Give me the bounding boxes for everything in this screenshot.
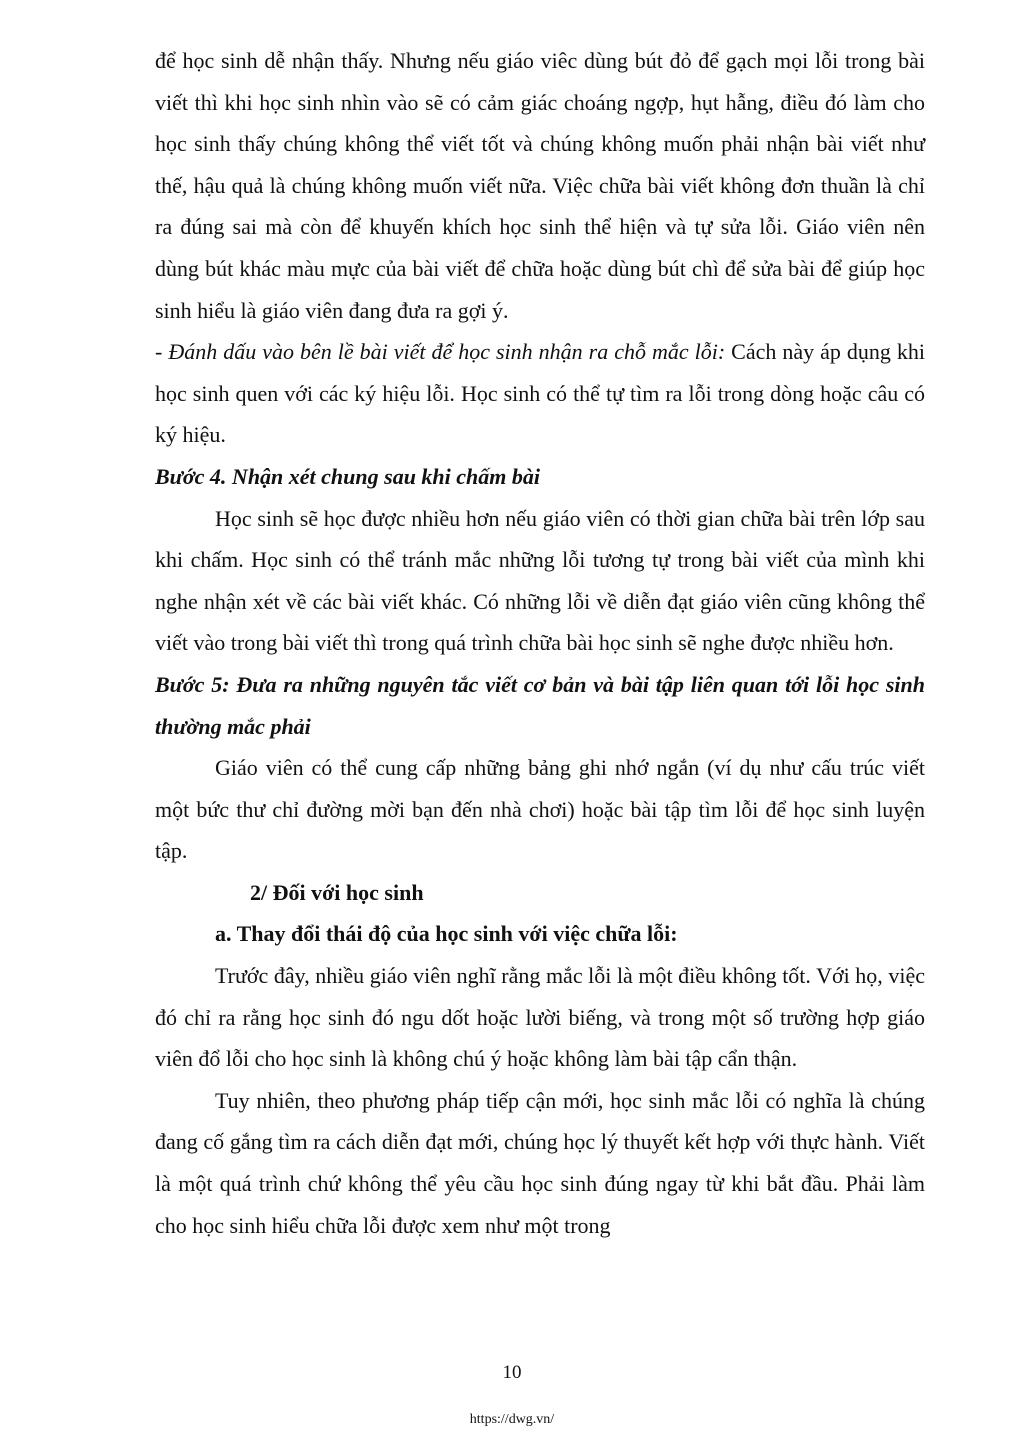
paragraph-intro: để học sinh dễ nhận thấy. Nhưng nếu giáo viêc dùng bút đỏ để gạch mọi lỗi trong bài viết thì khi học sinh nhìn vào sẽ có cảm giác choáng ngợp, hụt hẫng, điều đó làm cho học sinh thấy chúng không thể viết tốt và chúng không muốn phải nhận bài viết như thế, hậu quả là chúng không muốn viết nữa. Việc chữa bài viết không đơn thuần là chỉ ra đúng sai mà còn để khuyến khích học sinh thể hiện và tự sửa lỗi. Giáo viên nên dùng bút khác màu mực của bài viết để chữa hoặc dùng bút chì để sửa bài để giúp học sinh hiểu là giáo viên đang đưa ra gợi ý.: [155, 48, 925, 323]
document-body: [155, 40, 925, 1246]
page-number: 10: [502, 1362, 522, 1383]
step-5-heading: Bước 5: Đưa ra những nguyên tắc viết cơ bản và bài tập liên quan tới lỗi học sinh thường mắc phải: [155, 671, 925, 739]
margin-marking-lead: - Đánh dấu vào bên lề bài viết để học sinh nhận ra chỗ mắc lỗi:: [155, 339, 726, 365]
footer-url: https://dwg.vn/: [469, 1412, 555, 1427]
paragraph-attitude: Trước đây, nhiều giáo viên nghĩ rằng mắc lỗi là một điều không tốt. Với họ, việc đó chỉ ra rằng học sinh đó ngu dốt hoặc lười biếng, và trong một số trường hợp giáo viên đổ lỗi cho học sinh là không chú ý hoặc không làm bài tập cẩn thận.: [155, 963, 925, 1072]
section-2-heading: 2/ Đối với học sinh: [250, 879, 424, 905]
paragraph-step-4: Học sinh sẽ học được nhiều hơn nếu giáo viên có thời gian chữa bài trên lớp sau khi chấm. Học sinh có thể tránh mắc những lỗi tương tự trong bài viết của mình khi nghe nhận xét về các bài viết khác. Có những lỗi về diễn đạt giáo viên cũng không thể viết vào trong bài viết thì trong quá trình chữa bài học sinh sẽ nghe được nhiều hơn.: [155, 505, 925, 656]
margin-marking-text: Cách này áp dụng khi học sinh quen với các ký hiệu lỗi. Học sinh có thể tự tìm ra lỗi trong dòng hoặc câu có ký hiệu.: [155, 339, 925, 448]
step-4-heading: Bước 4. Nhận xét chung sau khi chấm bài: [155, 463, 540, 489]
subsection-a-heading: a. Thay đổi thái độ của học sinh với việc chữa lỗi:: [215, 921, 678, 947]
paragraph-new-approach: Tuy nhiên, theo phương pháp tiếp cận mới, học sinh mắc lỗi có nghĩa là chúng đang cố gắng tìm ra cách diễn đạt mới, chúng học lý thuyết kết hợp với thực hành. Viết là một quá trình chứ không thể yêu cầu học sinh đúng ngay từ khi bắt đầu. Phải làm cho học sinh hiểu chữa lỗi được xem như một trong: [155, 1087, 925, 1238]
paragraph-step-5: Giáo viên có thể cung cấp những bảng ghi nhớ ngắn (ví dụ như cấu trúc viết một bức thư chỉ đường mời bạn đến nhà chơi) hoặc bài tập tìm lỗi để học sinh luyện tập.: [155, 755, 925, 864]
paragraph-margin-marking: [155, 331, 925, 456]
